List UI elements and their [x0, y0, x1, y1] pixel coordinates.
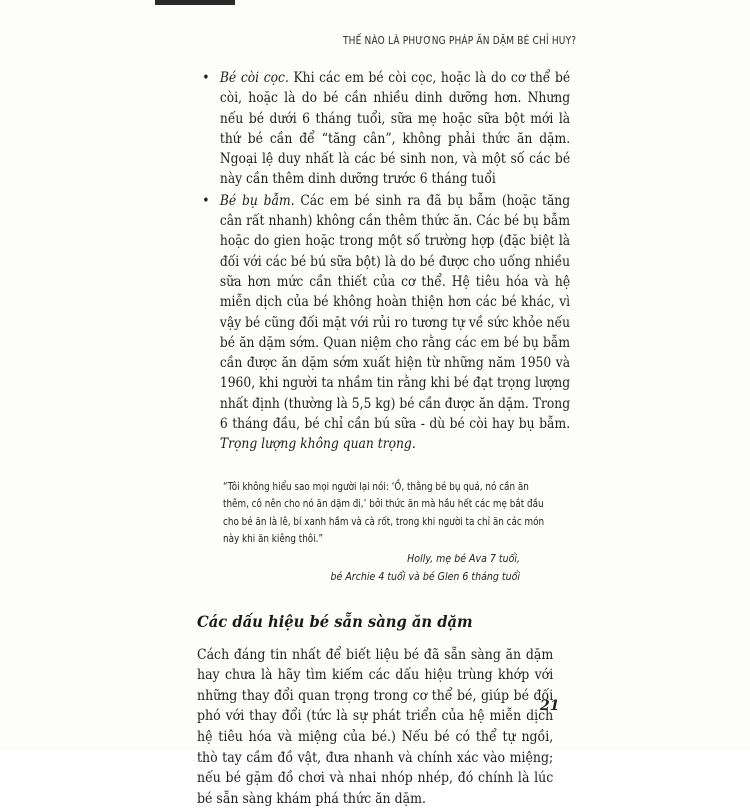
section-heading: Các dấu hiệu bé sẵn sàng ăn dặm: [197, 611, 473, 631]
bullet-conclusion: Trọng lượng không quan trọng.: [219, 436, 416, 453]
bullet-dot-icon: •: [202, 192, 210, 209]
bullet-dot-icon: •: [202, 70, 210, 86]
bullet-item-chubby: [197, 191, 570, 455]
quote-attribution: [223, 549, 520, 588]
testimonial-quote: “Tôi không hiểu sao mọi người lại nói: ‘Ồ, thằng bé bụ quá, nó cần ăn thêm, cô nên cho nó ăn dặm đi,’ bởi thức ăn mà hầu hết các mẹ bắt đầu cho bé ăn là lê, bí xanh hầm và cà rốt, trong khi người ta chỉ ăn các món này khi ăn kiêng thôi.”: [223, 480, 545, 546]
bullet-item-stunted: [197, 68, 570, 190]
page-number: 21: [540, 698, 560, 714]
attribution-line-1: Holly, mẹ bé Ava 7 tuổi,: [407, 552, 520, 565]
running-header: THẾ NÀO LÀ PHƯƠNG PHÁP ĂN DẶM BÉ CHỈ HUY?: [342, 35, 576, 47]
bullet-lead: Bé bụ bẫm.: [219, 192, 295, 209]
section-body: Cách đáng tin nhất để biết liệu bé đã sẵn sàng ăn dặm hay chưa là hãy tìm kiếm các dấu hiệu trùng khớp với những thay đổi quan trọng trong cơ thể bé, giúp bé đối phó với thay đổi (tức là sự phát triển của hệ miễn dịch hệ tiêu hóa và miệng của bé.) Nếu bé có thể tự ngồi, thò tay cầm đồ vật, đưa nhanh và chính xác vào miệng; nếu bé gặm đồ chơi và nhai nhóp nhép, đó chính là lúc bé sẵn sàng khám phá thức ăn dặm.: [197, 646, 554, 807]
bullet-lead: Bé còi cọc.: [219, 70, 289, 86]
bullet-text: Các em bé sinh ra đã bụ bẫm (hoặc tăng cân rất nhanh) không cần thêm thức ăn. Các bé bụ bẫm hoặc do gien hoặc trong một số trường hợp (đặc biệt là đối với các bé bú sữa bột) là do bé được cho uống nhiều sữa hơn mức cần thiết của cơ thể. Hệ tiêu hóa và hệ miễn dịch của bé không hoàn thiện hơn các bé khác, vì vậy bé cũng đối mặt với rủi ro tương tự về sức khỏe nếu bé ăn dặm sớm. Quan niệm cho rằng các em bé bụ bẫm cần được ăn dặm sớm xuất hiện từ những năm 1950 và 1960, khi người ta nhầm tin rằng khi bé đạt trọng lượng nhất định (thường là 5,5 kg) bé cần được ăn dặm. Trong 6 tháng đầu, bé chỉ cần bú sữa - dù bé còi hay bụ bẫm.: [219, 192, 571, 433]
bullet-text: Khi các em bé còi cọc, hoặc là do cơ thể bé còi, hoặc là do bé cần nhiều dinh dưỡng hơn. Nhưng nếu bé dưới 6 tháng tuổi, sữa mẹ hoặc sữa bột mới là thứ bé cần để “tăng cân”, không phải thức ăn dặm. Ngoại lệ duy nhất là các bé sinh non, và một số các bé này cần thêm dinh dưỡng trước 6 tháng tuổi: [219, 70, 571, 188]
page-content: [197, 68, 571, 809]
attribution-line-2: bé Archie 4 tuổi và bé Glen 6 tháng tuổi: [330, 570, 520, 583]
top-edge-mark: [155, 0, 235, 5]
